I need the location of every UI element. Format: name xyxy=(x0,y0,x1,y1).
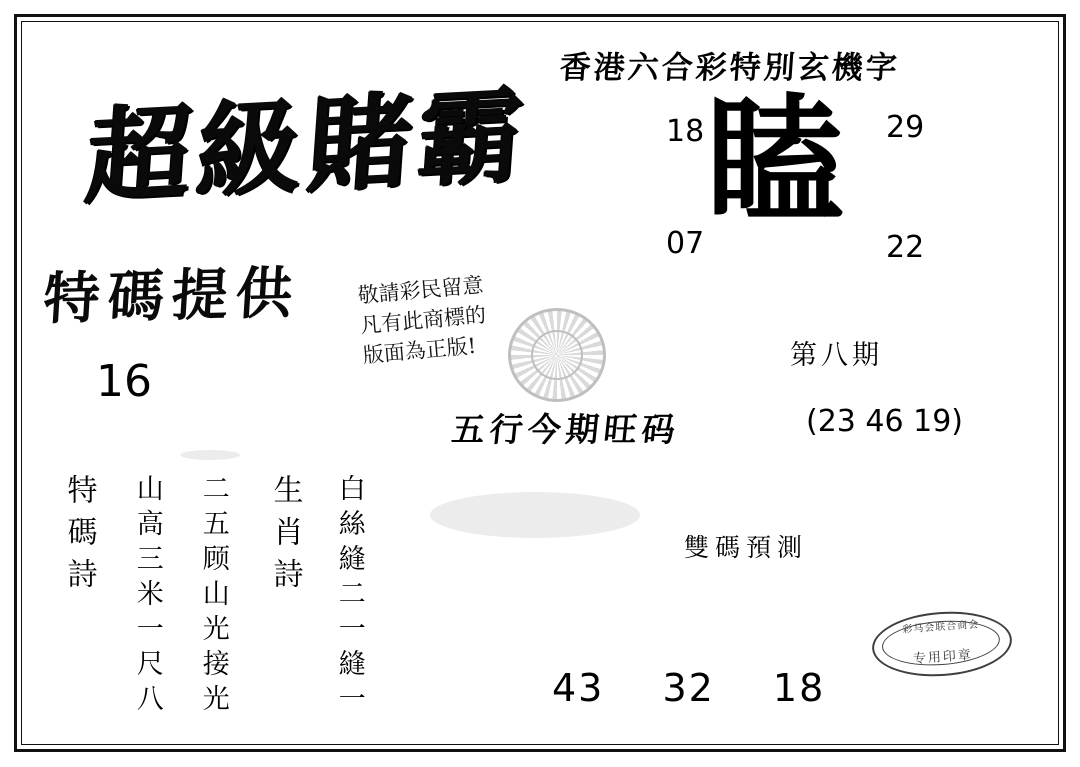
handwritten-note-line: 凡有此商標的 xyxy=(359,302,487,338)
vertical-column-verse-2: 山高三米一尺八 xyxy=(131,474,163,719)
seal-bottom-text: 专用印章 xyxy=(912,647,974,668)
double-code-title: 雙碼預測 xyxy=(684,533,809,562)
big-glyph: 瞌 xyxy=(706,79,845,242)
vertical-column-te-ma-shi: 特碼詩 xyxy=(61,474,97,600)
handwritten-note-line: 版面為正版! xyxy=(361,333,478,368)
vertical-column-verse-3: 二五顾山光接光 xyxy=(197,474,229,719)
glyph-corner-bottom-left: 07 xyxy=(666,226,705,261)
glyph-corner-bottom-right: 22 xyxy=(886,230,925,265)
header-title: 香港六合彩特別玄機字 xyxy=(558,50,902,86)
handwritten-note-line: 敬請彩民留意 xyxy=(356,272,485,308)
glyph-block xyxy=(648,79,948,270)
brand-title: 超級賭霸 xyxy=(81,72,533,219)
vertical-column-verse-5: 白絲縫二一縫一 xyxy=(333,474,365,719)
double-code-numbers xyxy=(552,666,825,710)
issue-label: 第八期 xyxy=(790,340,883,371)
double-code-number: 32 xyxy=(662,666,715,710)
left-number: 16 xyxy=(96,356,152,407)
brand-subtitle: 特碼提供 xyxy=(41,259,303,333)
vertical-column-sheng-xiao-shi: 生肖詩 xyxy=(267,474,303,600)
glyph-corner-top-left: 18 xyxy=(666,114,705,149)
seal-top-text: 彩马会联合商会 xyxy=(902,619,980,636)
double-code-number: 18 xyxy=(772,666,826,710)
double-code-number: 43 xyxy=(552,666,605,710)
five-elements-title: 五行今期旺码 xyxy=(449,410,682,449)
five-elements-numbers: (23 46 19) xyxy=(806,404,964,439)
glyph-corner-top-right: 29 xyxy=(886,110,925,145)
handwritten-note xyxy=(356,263,563,370)
